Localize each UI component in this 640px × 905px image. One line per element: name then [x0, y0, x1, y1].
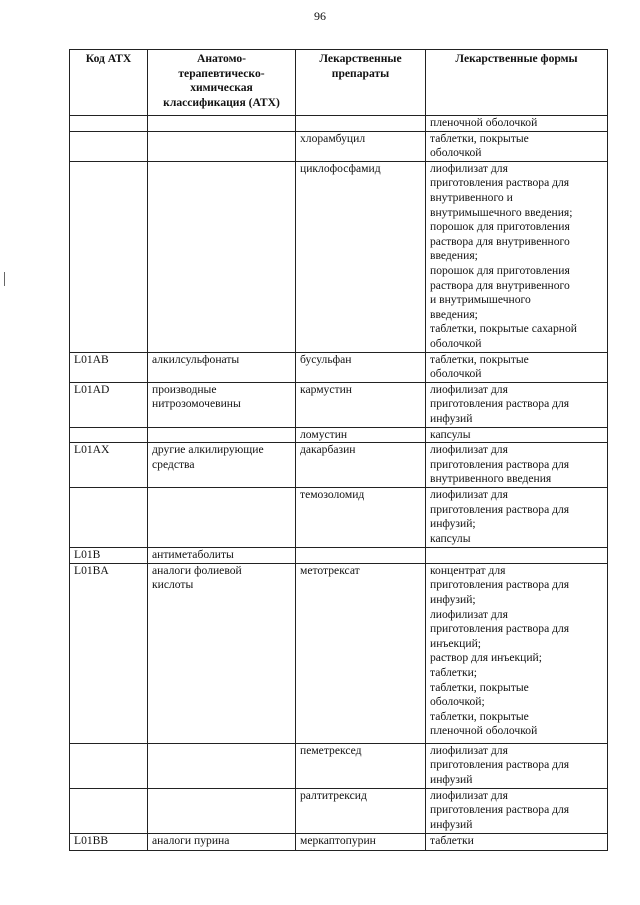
- drug-name-cell: [296, 116, 426, 132]
- cell-line: лиофилизат для: [430, 443, 508, 457]
- table-row: [70, 563, 608, 743]
- cell-line: лиофилизат для: [430, 743, 508, 757]
- cell-line: внутривенного и: [430, 190, 513, 204]
- cell-line: введения;: [430, 307, 478, 321]
- cell-line: нитрозомочевины: [152, 397, 241, 411]
- table-row: [70, 443, 608, 488]
- drug-name-cell: [296, 382, 426, 427]
- cell-line: циклофосфамид: [300, 161, 381, 175]
- table-row: [70, 548, 608, 564]
- drug-name-cell: [296, 131, 426, 161]
- cell-line: химическая: [190, 81, 253, 95]
- dosage-forms-cell: [426, 116, 608, 132]
- cell-line: инфузий;: [430, 593, 476, 607]
- cell-line: препараты: [331, 66, 390, 80]
- table-row: [70, 161, 608, 352]
- table-row: [70, 833, 608, 850]
- table-row: [70, 743, 608, 788]
- header-atx: [148, 50, 296, 116]
- cell-line: таблетки, покрытые: [430, 352, 529, 366]
- cell-line: внутримышечного введения;: [430, 205, 573, 219]
- dosage-forms-cell: [426, 131, 608, 161]
- drug-name-cell: [296, 352, 426, 382]
- drug-name-cell: [296, 563, 426, 743]
- cell-line: приготовления раствора для: [430, 803, 570, 817]
- atx-code-cell: L01BA: [70, 563, 148, 743]
- cell-line: внутривенного введения: [430, 472, 552, 486]
- atx-classification-cell: [148, 833, 296, 850]
- cell-line: аналоги пурина: [152, 833, 230, 847]
- cell-line: лиофилизат для: [430, 788, 508, 802]
- table-row: [70, 488, 608, 548]
- atx-classification-cell: [148, 161, 296, 352]
- cell-line: дакарбазин: [300, 443, 356, 457]
- cell-line: таблетки;: [430, 666, 478, 680]
- cell-line: меркаптопурин: [300, 833, 376, 847]
- cell-line: инфузий: [430, 773, 473, 787]
- atx-classification-cell: [148, 443, 296, 488]
- cell-line: кислоты: [152, 578, 194, 592]
- cell-line: приготовления раствора для: [430, 578, 570, 592]
- cell-line: таблетки, покрытые: [430, 709, 529, 723]
- table-row: [70, 116, 608, 132]
- atx-code-cell: [70, 161, 148, 352]
- dosage-forms-cell: [426, 788, 608, 833]
- atx-code-cell: L01AB: [70, 352, 148, 382]
- atx-table: [69, 49, 608, 851]
- cell-line: капсулы: [430, 532, 471, 546]
- atx-code-cell: [70, 116, 148, 132]
- cell-line: таблетки, покрытые: [430, 131, 529, 145]
- atx-classification-cell: [148, 548, 296, 564]
- atx-code-cell: [70, 743, 148, 788]
- atx-classification-cell: [148, 563, 296, 743]
- drug-name-cell: [296, 427, 426, 443]
- atx-classification-cell: [148, 743, 296, 788]
- dosage-forms-cell: [426, 743, 608, 788]
- cell-line: оболочкой: [430, 367, 482, 381]
- cell-line: приготовления раствора для: [430, 758, 570, 772]
- cell-line: оболочкой;: [430, 695, 485, 709]
- cell-line: концентрат для: [430, 563, 506, 577]
- cell-line: темозоломид: [300, 488, 365, 502]
- cell-line: раствор для инъекций;: [430, 651, 542, 665]
- dosage-forms-cell: [426, 382, 608, 427]
- table-row: [70, 131, 608, 161]
- dosage-forms-cell: [426, 488, 608, 548]
- table-row: [70, 352, 608, 382]
- atx-code-cell: L01AX: [70, 443, 148, 488]
- atx-code-cell: [70, 488, 148, 548]
- atx-code-cell: [70, 427, 148, 443]
- cell-line: и внутримышечного: [430, 293, 531, 307]
- atx-classification-cell: [148, 427, 296, 443]
- cell-line: раствора для внутривенного: [430, 278, 570, 292]
- atx-code-cell: L01BB: [70, 833, 148, 850]
- cell-line: раствора для внутривенного: [430, 234, 570, 248]
- drug-name-cell: [296, 443, 426, 488]
- drug-name-cell: [296, 788, 426, 833]
- margin-mark: [4, 272, 5, 286]
- cell-line: Анатомо-: [196, 52, 247, 65]
- drug-name-cell: [296, 548, 426, 564]
- cell-line: пеметрексед: [300, 743, 362, 757]
- cell-line: Лекарственные формы: [455, 52, 578, 65]
- cell-line: инфузий;: [430, 517, 476, 531]
- cell-line: порошок для приготовления: [430, 263, 570, 277]
- cell-line: производные: [152, 382, 217, 396]
- atx-code-cell: L01AD: [70, 382, 148, 427]
- cell-line: таблетки, покрытые сахарной: [430, 322, 577, 336]
- cell-line: пленочной оболочкой: [430, 116, 538, 129]
- page-number: 96: [314, 9, 326, 23]
- dosage-forms-cell: [426, 548, 608, 564]
- drug-name-cell: [296, 161, 426, 352]
- cell-line: лиофилизат для: [430, 488, 508, 502]
- atx-classification-cell: [148, 788, 296, 833]
- cell-line: оболочкой: [430, 336, 482, 350]
- drug-name-cell: [296, 488, 426, 548]
- drug-name-cell: [296, 743, 426, 788]
- cell-line: порошок для приготовления: [430, 220, 570, 234]
- cell-line: бусульфан: [300, 352, 352, 366]
- cell-line: приготовления раствора для: [430, 176, 570, 190]
- table-row: [70, 382, 608, 427]
- cell-line: классификация (АТХ): [163, 95, 280, 109]
- cell-line: Код АТХ: [85, 52, 132, 65]
- cell-line: введения;: [430, 249, 478, 263]
- cell-line: кармустин: [300, 382, 352, 396]
- dosage-forms-cell: [426, 563, 608, 743]
- cell-line: лиофилизат для: [430, 161, 508, 175]
- cell-line: метотрексат: [300, 563, 360, 577]
- cell-line: инфузий: [430, 818, 473, 832]
- cell-line: Лекарственные: [319, 52, 402, 65]
- header-forms: [426, 50, 608, 116]
- cell-line: оболочкой: [430, 146, 482, 160]
- table-row: [70, 788, 608, 833]
- cell-line: хлорамбуцил: [300, 131, 366, 145]
- cell-line: пленочной оболочкой: [430, 724, 538, 738]
- dosage-forms-cell: [426, 352, 608, 382]
- drug-name-cell: [296, 833, 426, 850]
- cell-line: приготовления раствора для: [430, 502, 570, 516]
- cell-line: приготовления раствора для: [430, 622, 570, 636]
- header-code: [70, 50, 148, 116]
- cell-line: средства: [152, 457, 195, 471]
- cell-line: ломустин: [300, 427, 348, 441]
- table-row: [70, 427, 608, 443]
- atx-classification-cell: [148, 352, 296, 382]
- table-header-row: [70, 50, 608, 116]
- atx-classification-cell: [148, 382, 296, 427]
- atx-code-cell: [70, 788, 148, 833]
- dosage-forms-cell: [426, 833, 608, 850]
- dosage-forms-cell: [426, 427, 608, 443]
- cell-line: капсулы: [430, 427, 471, 441]
- cell-line: алкилсульфонаты: [152, 352, 240, 366]
- cell-line: таблетки: [430, 833, 474, 847]
- cell-line: аналоги фолиевой: [152, 563, 242, 577]
- cell-line: терапевтическо-: [178, 66, 265, 80]
- cell-line: ралтитрексид: [300, 788, 367, 802]
- cell-line: инъекций;: [430, 636, 482, 650]
- header-drugs: [296, 50, 426, 116]
- atx-classification-cell: [148, 131, 296, 161]
- atx-classification-cell: [148, 488, 296, 548]
- cell-line: инфузий: [430, 411, 473, 425]
- cell-line: другие алкилирующие: [152, 443, 264, 457]
- atx-code-cell: [70, 131, 148, 161]
- dosage-forms-cell: [426, 161, 608, 352]
- cell-line: лиофилизат для: [430, 607, 508, 621]
- cell-line: таблетки, покрытые: [430, 680, 529, 694]
- atx-code-cell: L01B: [70, 548, 148, 564]
- cell-line: приготовления раствора для: [430, 397, 570, 411]
- cell-line: антиметаболиты: [152, 548, 234, 562]
- cell-line: лиофилизат для: [430, 382, 508, 396]
- atx-classification-cell: [148, 116, 296, 132]
- cell-line: приготовления раствора для: [430, 457, 570, 471]
- dosage-forms-cell: [426, 443, 608, 488]
